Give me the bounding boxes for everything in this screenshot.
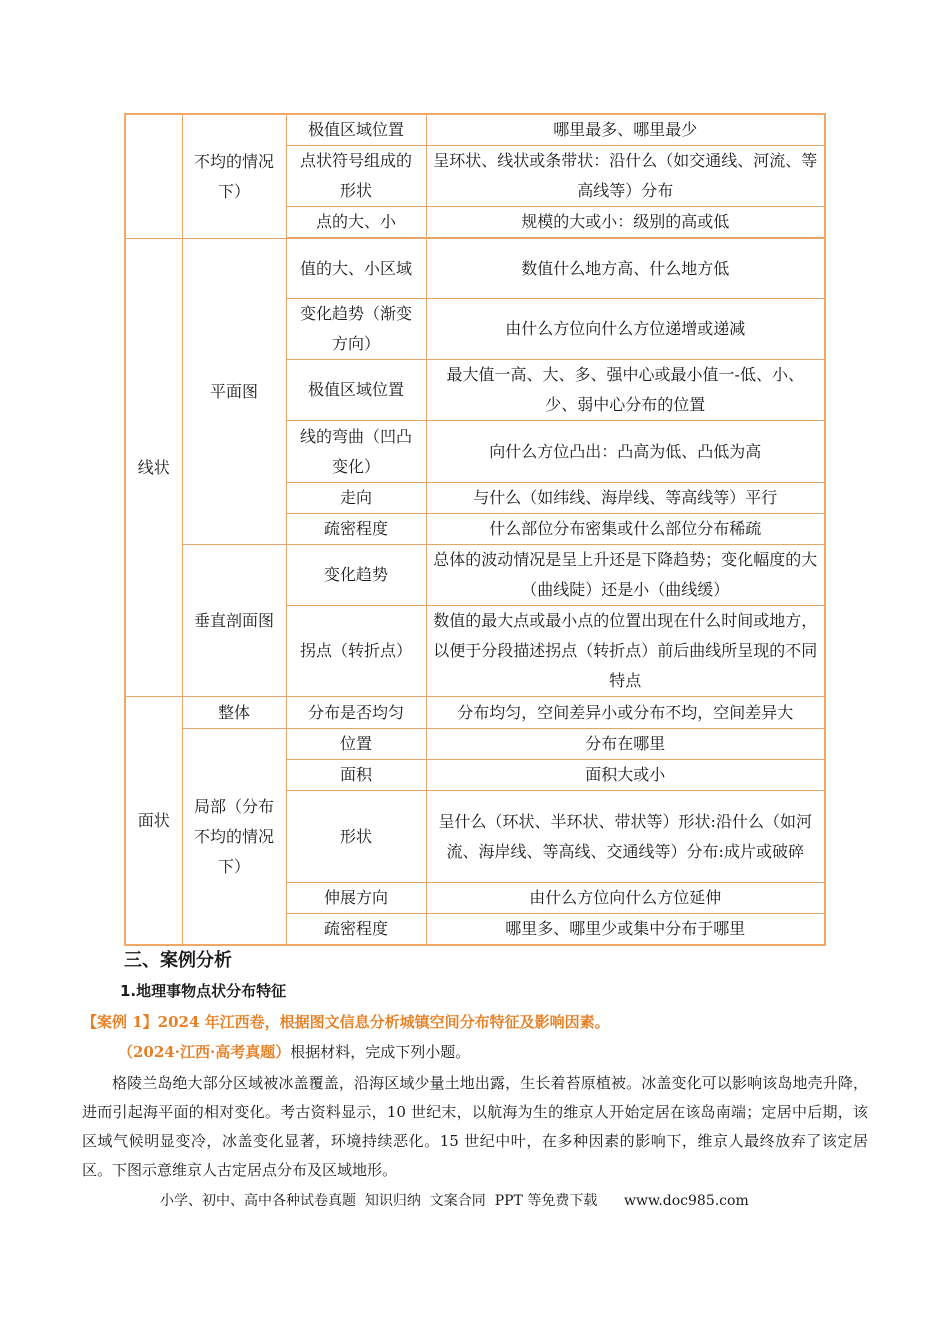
subcategory-cell: 不均的情况下） (182, 114, 286, 239)
item-cell: 疏密程度 (286, 914, 426, 946)
description-cell: 最大值一高、大、多、强中心或最小值一-低、小、少、弱中心分布的位置 (426, 360, 825, 421)
page-footer: 小学、初中、高中各种试卷真题 知识归纳 文案合同 PPT 等免费下载 www.doc985.com (160, 1193, 749, 1209)
table-row (125, 697, 825, 729)
case-heading: 【案例 1】2024 年江西卷，根据图文信息分析城镇空间分布特征及影响因素。 (82, 1013, 610, 1031)
description-cell: 分布在哪里 (426, 729, 825, 760)
description-cell: 由什么方位向什么方位递增或递减 (426, 299, 825, 360)
description-cell: 呈什么（环状、半环状、带状等）形状:沿什么（如河流、海岸线、等高线、交通线等）分布:成片或破碎 (426, 791, 825, 883)
source-line (118, 1041, 470, 1062)
item-cell: 极值区域位置 (286, 360, 426, 421)
description-cell: 总体的波动情况是呈上升还是下降趋势；变化幅度的大（曲线陡）还是小（曲线缓） (426, 545, 825, 606)
table-row (125, 114, 825, 146)
description-cell: 由什么方位向什么方位延伸 (426, 883, 825, 914)
description-cell: 哪里最多、哪里最少 (426, 114, 825, 146)
item-cell: 极值区域位置 (286, 114, 426, 146)
description-cell: 哪里多、哪里少或集中分布于哪里 (426, 914, 825, 946)
item-cell: 疏密程度 (286, 514, 426, 545)
source-text: 根据材料，完成下列小题。 (290, 1043, 471, 1061)
subcategory-cell: 局部（分布不均的情况下） (182, 729, 286, 946)
description-cell: 与什么（如纬线、海岸线、等高线等）平行 (426, 483, 825, 514)
category-cell-point (125, 114, 182, 239)
source-tag: （2024·江西·高考真题） (118, 1043, 291, 1061)
item-cell: 点状符号组成的形状 (286, 146, 426, 207)
item-cell: 变化趋势（渐变方向） (286, 299, 426, 360)
item-cell: 值的大、小区域 (286, 239, 426, 299)
description-cell: 数值什么地方高、什么地方低 (426, 239, 825, 299)
description-cell: 规模的大或小：级别的高或低 (426, 207, 825, 238)
item-cell: 面积 (286, 760, 426, 791)
category-cell-line: 线状 (125, 239, 182, 697)
category-cell-area: 面状 (125, 697, 182, 946)
item-cell: 拐点（转折点） (286, 606, 426, 697)
table-row (125, 729, 825, 760)
subcategory-cell: 平面图 (182, 239, 286, 545)
description-cell: 什么部位分布密集或什么部位分布稀疏 (426, 514, 825, 545)
description-cell: 分布均匀，空间差异小或分布不均，空间差异大 (426, 697, 825, 729)
item-cell: 分布是否均匀 (286, 697, 426, 729)
table-row (125, 239, 825, 299)
item-cell: 变化趋势 (286, 545, 426, 606)
material-paragraph: 格陵兰岛绝大部分区域被冰盖覆盖，沿海区域少量土地出露，生长着苔原植被。冰盖变化可以影响该岛地壳升降，进而引起海平面的相对变化。考古资料显示，10 世纪末，以航海为生的维京人开始定居在该岛南端；定居中后期，该区域气候明显变冷，冰盖变化显著，环境持续恶化。15 世纪中叶，在多种因素的影响下，维京人最终放弃了该定居区。下图示意维京人古定居点分布及区域地形。 (82, 1074, 868, 1179)
item-cell: 点的大、小 (286, 207, 426, 238)
subsection-title: 1.地理事物点状分布特征 (120, 982, 287, 1000)
subcategory-cell: 整体 (182, 697, 286, 729)
item-cell: 走向 (286, 483, 426, 514)
distribution-features-table (124, 113, 826, 946)
description-cell: 呈环状、线状或条带状：沿什么（如交通线、河流、等高线等）分布 (426, 146, 825, 207)
description-cell: 向什么方位凸出：凸高为低、凸低为高 (426, 421, 825, 483)
item-cell: 形状 (286, 791, 426, 883)
section-title: 三、案例分析 (124, 950, 232, 971)
subcategory-cell: 垂直剖面图 (182, 545, 286, 697)
description-cell: 数值的最大点或最小点的位置出现在什么时间或地方，以便于分段描述拐点（转折点）前后曲线所呈现的不同特点 (426, 606, 825, 697)
item-cell: 位置 (286, 729, 426, 760)
description-cell: 面积大或小 (426, 760, 825, 791)
item-cell: 线的弯曲（凹凸变化） (286, 421, 426, 483)
item-cell: 伸展方向 (286, 883, 426, 914)
table-row (125, 545, 825, 606)
